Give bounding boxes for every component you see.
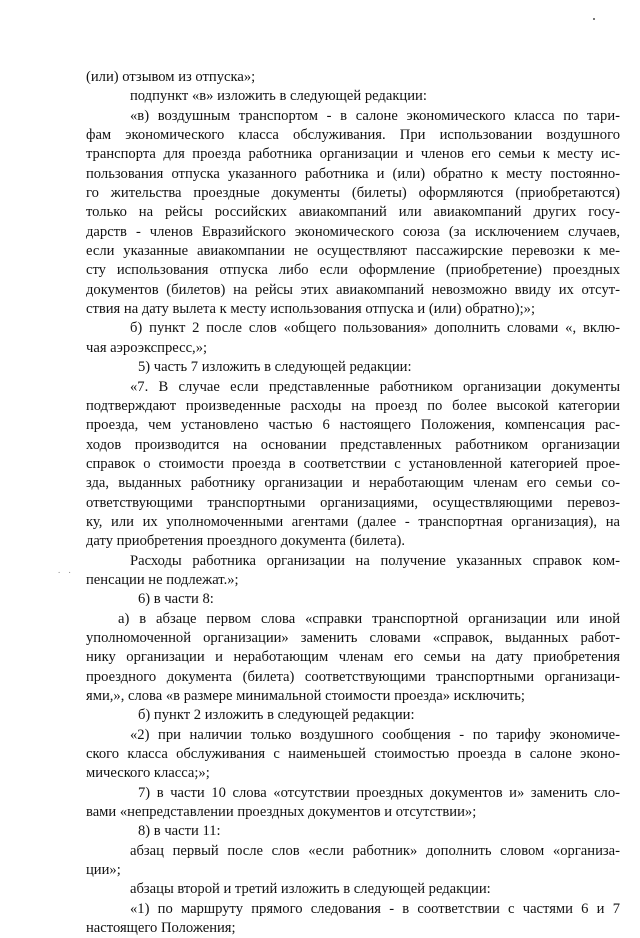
text-line: ответствующими транспортными организациями, осуществляющими перевоз- xyxy=(86,494,620,511)
text-line: «2) при наличии только воздушного сообщения - по тарифу экономиче- xyxy=(130,726,620,743)
text-line: абзац первый после слов «если работник» дополнить словом «организа- xyxy=(130,842,620,859)
text-line: ходов производится на основании представленных работником организации xyxy=(86,436,620,453)
text-line: 5) часть 7 изложить в следующей редакции: xyxy=(138,359,412,376)
text-line: ями,», слова «в размере минимальной стоимости проезда» исключить; xyxy=(86,688,525,704)
text-line: пользования отпуска указанного работника и (или) обратно к месту постоянно- xyxy=(86,165,620,182)
text-line: мического класса;»; xyxy=(86,765,210,782)
text-line: проезда, чем установлено частью 6 настоящего Положения, компенсация рас- xyxy=(86,417,620,434)
text-line: подтверждают произведенные расходы на проезд по более высокой категории xyxy=(86,397,620,414)
text-line: Расходы работника организации на получение указанных справок ком- xyxy=(130,552,620,569)
text-line: 7) в части 10 слова «отсутствии проездных документов и» заменить сло- xyxy=(138,784,620,801)
text-line: «7. В случае если представленные работником организации документы xyxy=(130,378,620,395)
text-line: пенсации не подлежат.»; xyxy=(86,571,239,588)
text-line: дарств - членов Евразийского экономического союза (за исключением случаев, xyxy=(86,223,620,240)
text-line: нику организации и неработающим членам его семьи на дату приобретения xyxy=(86,649,620,666)
text-line: ствия на дату вылета к месту использования отпуска и (или) обратно);»; xyxy=(86,301,535,318)
text-line: «1) по маршруту прямого следования - в соответствии с частями 6 и 7 xyxy=(130,900,620,917)
text-line: подпункт «в» изложить в следующей редакции: xyxy=(130,88,427,105)
text-line: 6) в части 8: xyxy=(138,591,214,608)
scan-mark xyxy=(593,18,595,20)
text-line: б) пункт 2 изложить в следующей редакции: xyxy=(138,707,415,724)
text-line: а) в абзаце первом слова «справки транспортной организации или иной xyxy=(118,610,620,627)
text-line: б) пункт 2 после слов «общего пользования» дополнить словами «, вклю- xyxy=(130,320,620,337)
text-line: вами «непредставлении проездных документов и отсутствии»; xyxy=(86,804,477,821)
text-line: сту использования отпуска либо если оформление (приобретение) проездных xyxy=(86,262,620,279)
text-line: фам экономического класса обслуживания. При использовании воздушного xyxy=(86,127,620,144)
margin-marks: . . xyxy=(58,565,74,575)
text-line: проездного документа (билета) соответствующими транспортными организаци- xyxy=(86,668,620,685)
text-line: «в) воздушным транспортом - в салоне экономического класса по тари- xyxy=(130,107,620,124)
text-line: дату приобретения проездного документа (билета). xyxy=(86,533,406,550)
text-line: транспорта для проезда работника организации и членов его семьи к месту ис- xyxy=(86,146,620,163)
text-line: чая аэроэкспресс,»; xyxy=(86,339,208,356)
text-line: (или) отзывом из отпуска»; xyxy=(86,69,256,85)
text-line: настоящего Положения; xyxy=(86,920,236,937)
text-line: ции»; xyxy=(86,862,121,879)
text-line: если указанные авиакомпании не осуществляют пассажирские перевозки к ме- xyxy=(86,243,620,260)
text-line: зда, выданных работнику организации и неработающим членам его семьи со- xyxy=(86,475,620,492)
text-line: абзацы второй и третий изложить в следующей редакции: xyxy=(130,881,491,898)
text-line: ку, или их уполномоченными агентами (далее - транспортная организация), на xyxy=(86,513,620,530)
text-line: 8) в части 11: xyxy=(138,823,221,840)
text-line: ского класса обслуживания с наименьшей стоимостью проезда в салоне эконо- xyxy=(86,746,620,763)
text-line: справок о стоимости проезда в соответствии с установленной категорией прое- xyxy=(86,455,620,472)
text-line: го жительства проездные документы (билеты) оформляются (приобретаются) xyxy=(86,185,620,202)
text-line: только на рейсы российских авиакомпаний или авиакомпаний других госу- xyxy=(86,204,620,221)
document-page xyxy=(86,68,620,938)
text-line: документов (билетов) на рейсы этих авиакомпаний невозможно ввиду их отсут- xyxy=(86,281,620,298)
text-line: уполномоченной организации» заменить словами «справок, выданных работ- xyxy=(86,629,620,646)
